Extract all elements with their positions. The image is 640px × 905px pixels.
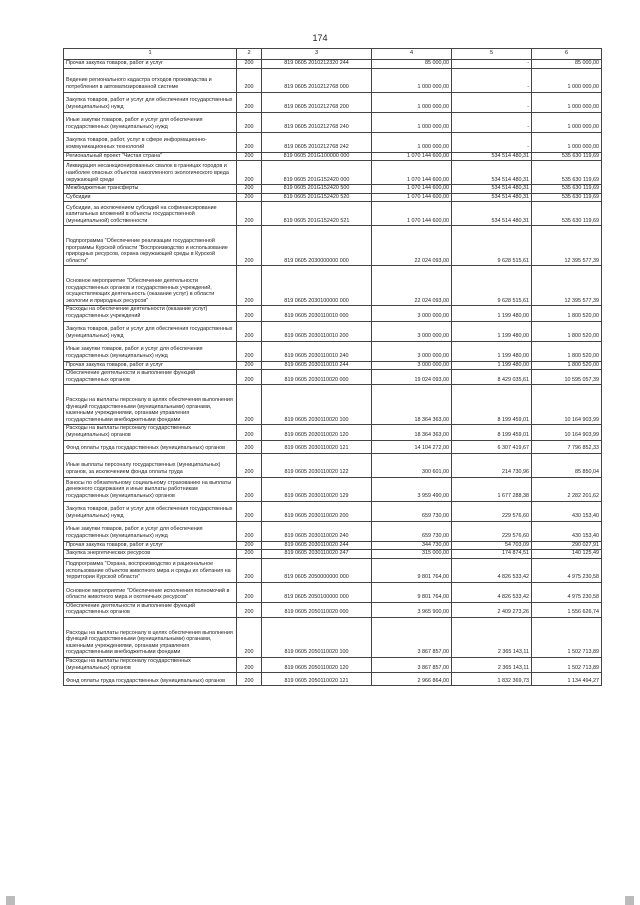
row-plan-value: 315 000,00 <box>372 550 452 559</box>
row-remaining-value: 1 134 494,27 <box>532 673 602 686</box>
row-name: Иные выплаты персоналу государственных (муниципальных) органов, за исключением фонда оплаты труда <box>64 453 237 477</box>
row-classifier: 819 0605 2010212768 000 <box>262 68 372 92</box>
row-executed-value: 9 628 515,61 <box>452 266 532 306</box>
row-remaining-value: 10 164 903,99 <box>532 425 602 440</box>
row-classifier: 819 0605 2030110010 000 <box>262 306 372 321</box>
row-plan-value: 18 364 363,00 <box>372 425 452 440</box>
row-classifier: 819 0605 2030110020 121 <box>262 440 372 453</box>
row-remaining-value: 430 153,40 <box>532 521 602 541</box>
row-remaining-value: 1 000 000,00 <box>532 132 602 152</box>
row-plan-value: 659 730,00 <box>372 501 452 521</box>
column-header: 6 <box>532 49 602 60</box>
row-classifier: 819 0605 2010212768 240 <box>262 112 372 132</box>
row-executed-value: 2 365 143,11 <box>452 617 532 657</box>
row-executed-value: 534 514 480,31 <box>452 202 532 226</box>
row-plan-value: 3 867 857,00 <box>372 617 452 657</box>
row-plan-value: 9 801 764,00 <box>372 558 452 582</box>
row-remaining-value: 1 502 713,89 <box>532 617 602 657</box>
row-remaining-value: 1 800 520,00 <box>532 361 602 370</box>
row-remaining-value: 535 630 119,69 <box>532 185 602 194</box>
table-row <box>64 202 602 226</box>
row-code: 200 <box>237 202 262 226</box>
row-name: Расходы на выплаты персоналу в целях обеспечения выполнения функций государственными (муниципальными) органами, казенными учреждениями, органами управления государственными внебюджетными фондами <box>64 617 237 657</box>
table-row <box>64 112 602 132</box>
table-row <box>64 132 602 152</box>
row-code: 200 <box>237 582 262 602</box>
row-plan-value: 3 000 000,00 <box>372 306 452 321</box>
row-name: Ликвидация несанкционированных свалок в границах городов и наиболее опасных объектов накопленного экологического вреда окружающей среде <box>64 161 237 185</box>
row-plan-value: 1 000 000,00 <box>372 92 452 112</box>
row-code: 200 <box>237 185 262 194</box>
table-row <box>64 521 602 541</box>
row-remaining-value: 535 630 119,69 <box>532 193 602 202</box>
row-code: 200 <box>237 558 262 582</box>
row-name: Субсидии, за исключением субсидий на софинансирование капитальных вложений в объекты государственной (муниципальной) собственности <box>64 202 237 226</box>
row-code: 200 <box>237 226 262 266</box>
table-row <box>64 657 602 672</box>
table-row <box>64 602 602 617</box>
table-row <box>64 673 602 686</box>
row-executed-value: - <box>452 112 532 132</box>
row-classifier: 819 0605 2010212768 242 <box>262 132 372 152</box>
column-header: 1 <box>64 49 237 60</box>
row-name: Основное мероприятие "Обеспечение деятельности государственных органов и государственных учреждений, осуществляющих деятельность (оказание услуг) в области экологии и природных ресурсов" <box>64 266 237 306</box>
row-classifier: 819 0605 2010212320 244 <box>262 60 372 69</box>
row-remaining-value: 10 595 057,39 <box>532 370 602 385</box>
column-header: 2 <box>237 49 262 60</box>
page-number: 174 <box>312 33 328 43</box>
row-code: 200 <box>237 60 262 69</box>
row-classifier: 819 0605 201G152420 000 <box>262 161 372 185</box>
row-name: Закупка товаров, работ и услуг для обеспечения государственных (муниципальных) нужд <box>64 92 237 112</box>
row-classifier: 819 0605 201G152420 520 <box>262 193 372 202</box>
table-row <box>64 582 602 602</box>
row-classifier: 819 0605 2030110010 244 <box>262 361 372 370</box>
table-row <box>64 477 602 501</box>
table-row <box>64 361 602 370</box>
row-executed-value: 534 514 480,31 <box>452 185 532 194</box>
row-classifier: 819 0605 2030100000 000 <box>262 266 372 306</box>
row-code: 200 <box>237 617 262 657</box>
row-name: Основное мероприятие "Обеспечение исполнения полномочий в области животного мира и охотничьих ресурсов" <box>64 582 237 602</box>
row-name: Иные закупки товаров, работ и услуг для обеспечения государственных (муниципальных) нужд <box>64 341 237 361</box>
row-remaining-value: 1 502 713,89 <box>532 657 602 672</box>
row-executed-value: 6 307 419,67 <box>452 440 532 453</box>
row-classifier: 819 0605 2030110020 247 <box>262 550 372 559</box>
row-plan-value: 9 801 764,00 <box>372 582 452 602</box>
row-plan-value: 1 000 000,00 <box>372 112 452 132</box>
row-executed-value: 229 576,60 <box>452 501 532 521</box>
row-remaining-value: 85 000,00 <box>532 60 602 69</box>
row-plan-value: 1 000 000,00 <box>372 68 452 92</box>
row-executed-value: - <box>452 68 532 92</box>
row-name: Закупка товаров, работ, услуг в сфере информационно-коммуникационных технологий <box>64 132 237 152</box>
row-name: Иные закупки товаров, работ и услуг для обеспечения государственных (муниципальных) нужд <box>64 112 237 132</box>
row-remaining-value: 1 000 000,00 <box>532 112 602 132</box>
row-code: 200 <box>237 132 262 152</box>
row-code: 200 <box>237 321 262 341</box>
row-code: 200 <box>237 673 262 686</box>
row-code: 200 <box>237 550 262 559</box>
row-remaining-value: 10 164 903,99 <box>532 385 602 425</box>
row-name: Закупка товаров, работ и услуг для обеспечения государственных (муниципальных) нужд <box>64 501 237 521</box>
row-plan-value: 659 730,00 <box>372 521 452 541</box>
row-executed-value: 8 199 459,01 <box>452 425 532 440</box>
table-row <box>64 541 602 550</box>
row-classifier: 819 0605 2030000000 000 <box>262 226 372 266</box>
row-name: Обеспечение деятельности и выполнение функций государственных органов <box>64 602 237 617</box>
row-executed-value: 54 703,09 <box>452 541 532 550</box>
row-code: 200 <box>237 112 262 132</box>
row-plan-value: 2 966 864,00 <box>372 673 452 686</box>
row-classifier: 819 0605 2050110020 100 <box>262 617 372 657</box>
row-classifier: 819 0605 2030110020 100 <box>262 385 372 425</box>
row-executed-value: 2 365 143,11 <box>452 657 532 672</box>
row-executed-value: 534 514 480,31 <box>452 161 532 185</box>
row-executed-value: 4 826 533,42 <box>452 558 532 582</box>
row-remaining-value: 535 630 119,69 <box>532 161 602 185</box>
row-plan-value: 3 000 000,00 <box>372 361 452 370</box>
row-remaining-value: 535 630 119,69 <box>532 202 602 226</box>
table-row <box>64 60 602 69</box>
row-name: Субсидии <box>64 193 237 202</box>
row-executed-value: - <box>452 60 532 69</box>
row-plan-value: 3 965 900,00 <box>372 602 452 617</box>
table-row <box>64 321 602 341</box>
row-classifier: 819 0605 2010212768 200 <box>262 92 372 112</box>
row-code: 200 <box>237 477 262 501</box>
row-name: Закупка товаров, работ и услуг для обеспечения государственных (муниципальных) нужд <box>64 321 237 341</box>
row-plan-value: 22 024 093,00 <box>372 266 452 306</box>
row-code: 200 <box>237 193 262 202</box>
row-remaining-value: 4 975 230,58 <box>532 582 602 602</box>
row-classifier: 819 0605 201G152420 521 <box>262 202 372 226</box>
row-executed-value: 1 199 480,00 <box>452 341 532 361</box>
row-remaining-value: 1 556 626,74 <box>532 602 602 617</box>
row-classifier: 819 0605 2030110010 240 <box>262 341 372 361</box>
table-row <box>64 385 602 425</box>
row-name: Расходы на обеспечение деятельности (оказание услуг) государственных учреждений <box>64 306 237 321</box>
scan-mark <box>6 896 15 905</box>
row-code: 200 <box>237 521 262 541</box>
table-row <box>64 370 602 385</box>
scan-mark <box>625 896 634 905</box>
row-classifier: 819 0605 2030110020 122 <box>262 453 372 477</box>
row-classifier: 819 0605 2050100000 000 <box>262 582 372 602</box>
row-code: 200 <box>237 385 262 425</box>
row-remaining-value: 1 800 520,00 <box>532 306 602 321</box>
column-header: 4 <box>372 49 452 60</box>
row-remaining-value: 12 395 577,39 <box>532 226 602 266</box>
row-plan-value: 1 000 000,00 <box>372 132 452 152</box>
row-name: Закупка энергетических ресурсов <box>64 550 237 559</box>
row-code: 200 <box>237 541 262 550</box>
row-remaining-value: 1 000 000,00 <box>532 92 602 112</box>
row-name: Иные закупки товаров, работ и услуг для обеспечения государственных (муниципальных) нужд <box>64 521 237 541</box>
row-code: 200 <box>237 440 262 453</box>
row-remaining-value: 2 282 201,62 <box>532 477 602 501</box>
table-row <box>64 226 602 266</box>
row-code: 200 <box>237 152 262 161</box>
row-executed-value: 9 628 515,61 <box>452 226 532 266</box>
row-executed-value: 229 576,60 <box>452 521 532 541</box>
row-plan-value: 3 000 000,00 <box>372 341 452 361</box>
row-name: Подпрограмма "Обеспечение реализации государственной программы Курской области "Воспроизводство и использование природных ресурсов, охрана окружающей среды в Курской области" <box>64 226 237 266</box>
table-row <box>64 193 602 202</box>
row-executed-value: 534 514 480,31 <box>452 193 532 202</box>
row-code: 200 <box>237 266 262 306</box>
row-remaining-value: 85 850,04 <box>532 453 602 477</box>
table-row <box>64 152 602 161</box>
row-remaining-value: 4 975 230,58 <box>532 558 602 582</box>
table-row <box>64 425 602 440</box>
row-plan-value: 22 024 093,00 <box>372 226 452 266</box>
row-code: 200 <box>237 68 262 92</box>
row-classifier: 819 0605 2050000000 000 <box>262 558 372 582</box>
row-code: 200 <box>237 501 262 521</box>
row-name: Прочая закупка товаров, работ и услуг <box>64 361 237 370</box>
row-remaining-value: 7 796 852,33 <box>532 440 602 453</box>
row-classifier: 819 0605 2050110020 000 <box>262 602 372 617</box>
row-code: 200 <box>237 370 262 385</box>
row-classifier: 819 0605 2050110020 121 <box>262 673 372 686</box>
row-name: Подпрограмма "Охрана, воспроизводство и рациональное использование объектов животного мира и среды их обитания на территории Курской области" <box>64 558 237 582</box>
row-executed-value: 2 409 273,26 <box>452 602 532 617</box>
row-name: Расходы на выплаты персоналу в целях обеспечения выполнения функций государственными (муниципальными) органами, казенными учреждениями, органами управления государственными внебюджетными фондами <box>64 385 237 425</box>
table-row <box>64 453 602 477</box>
row-plan-value: 14 104 272,00 <box>372 440 452 453</box>
row-code: 200 <box>237 602 262 617</box>
row-code: 200 <box>237 92 262 112</box>
row-plan-value: 300 601,00 <box>372 453 452 477</box>
table-row <box>64 68 602 92</box>
row-classifier: 819 0605 2030110010 200 <box>262 321 372 341</box>
table-row <box>64 617 602 657</box>
row-plan-value: 3 867 857,00 <box>372 657 452 672</box>
row-plan-value: 3 959 490,00 <box>372 477 452 501</box>
row-plan-value: 1 070 144 600,00 <box>372 152 452 161</box>
row-executed-value: 174 874,51 <box>452 550 532 559</box>
table-row <box>64 341 602 361</box>
table-row <box>64 558 602 582</box>
table-row <box>64 501 602 521</box>
table-row <box>64 92 602 112</box>
row-name: Межбюджетные трансферты <box>64 185 237 194</box>
row-classifier: 819 0605 2030110020 000 <box>262 370 372 385</box>
row-name: Фонд оплаты труда государственных (муниципальных) органов <box>64 440 237 453</box>
row-classifier: 819 0605 201G152420 500 <box>262 185 372 194</box>
table-row <box>64 161 602 185</box>
row-executed-value: 1 199 480,00 <box>452 306 532 321</box>
row-code: 200 <box>237 306 262 321</box>
row-executed-value: 214 730,96 <box>452 453 532 477</box>
table-header-row <box>64 49 602 60</box>
row-remaining-value: 1 800 520,00 <box>532 321 602 341</box>
row-plan-value: 1 070 144 600,00 <box>372 193 452 202</box>
row-name: Прочая закупка товаров, работ и услуг <box>64 541 237 550</box>
row-remaining-value: 535 630 119,69 <box>532 152 602 161</box>
row-plan-value: 18 364 363,00 <box>372 385 452 425</box>
row-plan-value: 1 070 144 600,00 <box>372 185 452 194</box>
row-remaining-value: 12 395 577,39 <box>532 266 602 306</box>
row-plan-value: 3 000 000,00 <box>372 321 452 341</box>
table-row <box>64 306 602 321</box>
row-executed-value: - <box>452 132 532 152</box>
row-classifier: 819 0605 2050110020 120 <box>262 657 372 672</box>
row-name: Ведение регионального кадастра отходов производства и потребления в автоматизированной системе <box>64 68 237 92</box>
table-row <box>64 266 602 306</box>
row-executed-value: - <box>452 92 532 112</box>
table-row <box>64 550 602 559</box>
row-executed-value: 1 199 480,00 <box>452 321 532 341</box>
row-plan-value: 19 024 093,00 <box>372 370 452 385</box>
row-name: Обеспечение деятельности и выполнение функций государственных органов <box>64 370 237 385</box>
row-remaining-value: 1 800 520,00 <box>532 341 602 361</box>
row-classifier: 819 0605 2030110020 120 <box>262 425 372 440</box>
row-plan-value: 85 000,00 <box>372 60 452 69</box>
row-executed-value: 8 429 035,61 <box>452 370 532 385</box>
row-remaining-value: 1 000 000,00 <box>532 68 602 92</box>
row-plan-value: 1 070 144 600,00 <box>372 161 452 185</box>
row-code: 200 <box>237 161 262 185</box>
row-classifier: 819 0605 2030110020 244 <box>262 541 372 550</box>
row-name: Прочая закупка товаров, работ и услуг <box>64 60 237 69</box>
row-executed-value: 4 826 533,42 <box>452 582 532 602</box>
row-classifier: 819 0605 2030110020 129 <box>262 477 372 501</box>
row-name: Региональный проект "Чистая страна" <box>64 152 237 161</box>
column-header: 3 <box>262 49 372 60</box>
column-header: 5 <box>452 49 532 60</box>
row-name: Расходы на выплаты персоналу государственных (муниципальных) органов <box>64 657 237 672</box>
row-remaining-value: 140 125,49 <box>532 550 602 559</box>
row-remaining-value: 430 153,40 <box>532 501 602 521</box>
row-code: 200 <box>237 425 262 440</box>
row-name: Взносы по обязательному социальному страхованию на выплаты денежного содержания и иные выплаты работникам государственных (муниципальных) органов <box>64 477 237 501</box>
row-plan-value: 1 070 144 600,00 <box>372 202 452 226</box>
row-classifier: 819 0605 2030110020 200 <box>262 501 372 521</box>
row-executed-value: 1 199 480,00 <box>452 361 532 370</box>
row-executed-value: 1 677 288,38 <box>452 477 532 501</box>
row-code: 200 <box>237 361 262 370</box>
row-executed-value: 534 514 480,31 <box>452 152 532 161</box>
row-executed-value: 1 832 369,73 <box>452 673 532 686</box>
table-row <box>64 440 602 453</box>
row-remaining-value: 290 027,91 <box>532 541 602 550</box>
row-name: Расходы на выплаты персоналу государственных (муниципальных) органов <box>64 425 237 440</box>
row-classifier: 819 0605 2030110020 240 <box>262 521 372 541</box>
row-code: 200 <box>237 657 262 672</box>
row-executed-value: 8 199 459,01 <box>452 385 532 425</box>
row-classifier: 819 0605 201G100000 000 <box>262 152 372 161</box>
row-code: 200 <box>237 453 262 477</box>
row-name: Фонд оплаты труда государственных (муниципальных) органов <box>64 673 237 686</box>
row-code: 200 <box>237 341 262 361</box>
row-plan-value: 344 730,00 <box>372 541 452 550</box>
table-row <box>64 185 602 194</box>
budget-table <box>63 48 602 686</box>
